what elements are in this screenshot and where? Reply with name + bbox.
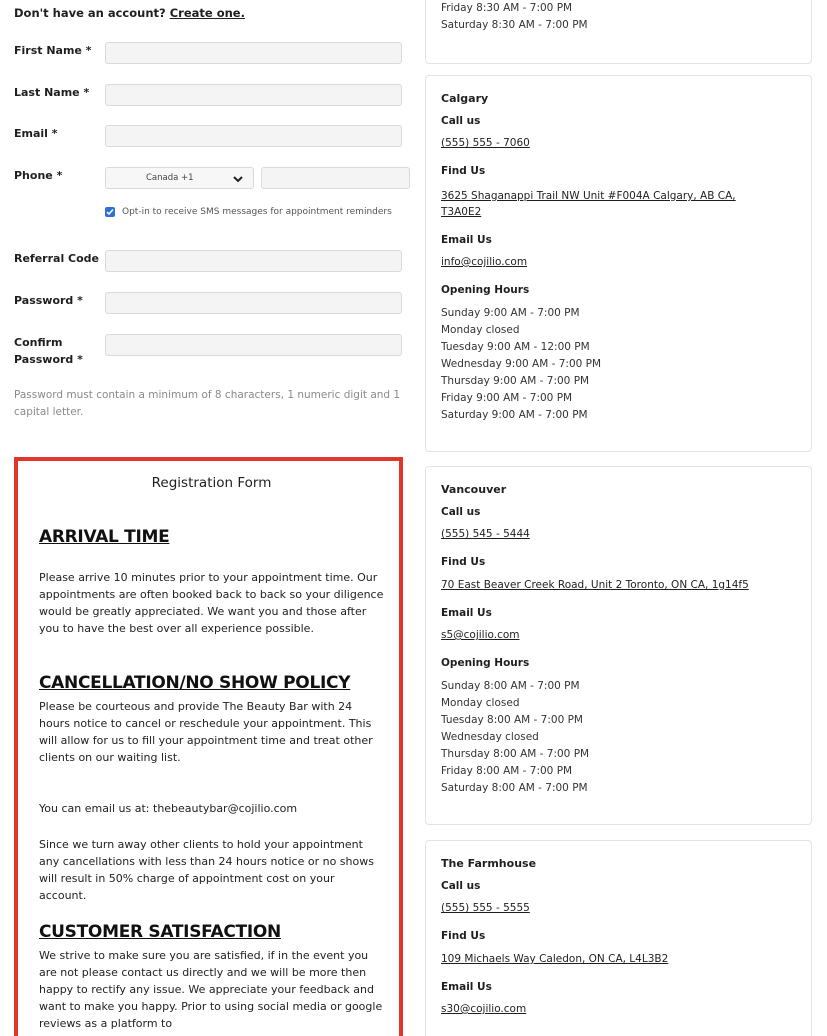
phone-link[interactable]: (555) 555 - 5555: [441, 902, 530, 914]
location-name: The Farmhouse: [441, 857, 537, 870]
hours-row: Tuesday 9:00 AM - 12:00 PM: [441, 341, 590, 353]
hours-row: Tuesday 8:00 AM - 7:00 PM: [441, 714, 583, 726]
opening-hours-list: [441, 0, 588, 34]
location-name: Calgary: [441, 92, 489, 105]
call-us-label: Call us: [441, 880, 481, 892]
location-name: Vancouver: [441, 483, 507, 496]
location-card-farmhouse: [425, 840, 812, 1036]
sms-optin-checkbox[interactable]: [105, 207, 115, 217]
find-us-label: Find Us: [441, 165, 486, 177]
email-link[interactable]: info@cojilio.com: [441, 256, 528, 268]
hours-row: Monday closed: [441, 324, 520, 336]
confirm-label-line1: Confirm: [14, 336, 63, 349]
arrival-text: Please arrive 10 minutes prior to your appointment time. Our appointments are often booked back to back so your diligence would be greatly appreciated. We want you and those after you to have the best over all experience possible.: [39, 571, 384, 635]
referral-label: Referral Code: [14, 252, 100, 265]
find-us-label: Find Us: [441, 930, 486, 942]
first-name-input[interactable]: [105, 42, 402, 64]
phone-link[interactable]: (555) 545 - 5444: [441, 528, 530, 540]
chevron-down-icon: [233, 174, 243, 184]
hours-row: Friday 9:00 AM - 7:00 PM: [441, 392, 573, 404]
password-label: Password *: [14, 294, 83, 307]
hours-row: Sunday 9:00 AM - 7:00 PM: [441, 307, 580, 319]
policy-panel[interactable]: [14, 457, 403, 1036]
create-account-link[interactable]: Create one.: [169, 6, 245, 20]
hours-row: Saturday 9:00 AM - 7:00 PM: [441, 409, 588, 421]
checkmark-icon: [106, 208, 114, 216]
call-us-label: Call us: [441, 506, 481, 518]
email-link[interactable]: s30@cojilio.com: [441, 1003, 527, 1015]
last-name-input[interactable]: [105, 84, 402, 106]
satisfaction-text: We strive to make sure you are satisfied, if in the event you are not please contact us directly and we will be more then happy to rectify any issue. We appreciate your feedback and want to make you happy. Prior to using social media or google reviews as a platform to: [39, 949, 383, 1030]
email-input[interactable]: [105, 125, 402, 147]
cancellation-heading: CANCELLATION/NO SHOW POLICY: [39, 673, 351, 693]
charge-text: Since we turn away other clients to hold your appointment any cancellations with less than 24 hours notice or no shows will result in 50% charge of appointment cost on your account.: [39, 838, 374, 902]
password-input[interactable]: [105, 292, 402, 314]
email-us-label: Email Us: [441, 981, 492, 993]
hours-row: Saturday 8:00 AM - 7:00 PM: [441, 782, 588, 794]
address-link[interactable]: 109 Michaels Way Caledon, ON CA, L4L3B2: [441, 953, 669, 965]
hours-row: Monday closed: [441, 697, 520, 709]
hours-row: Wednesday 9:00 AM - 7:00 PM: [441, 358, 602, 370]
location-card-top: [425, 0, 812, 64]
password-hint: Password must contain a minimum of 8 characters, 1 numeric digit and 1 capital letter.: [14, 389, 401, 418]
opening-hours-label: Opening Hours: [441, 284, 530, 296]
opening-hours-list: [441, 678, 589, 797]
phone-number-input[interactable]: [261, 167, 410, 189]
account-prompt: [14, 6, 245, 20]
email-us-label: Email Us: [441, 234, 492, 246]
satisfaction-heading: CUSTOMER SATISFACTION: [39, 922, 281, 942]
hours-row: Thursday 8:00 AM - 7:00 PM: [441, 748, 590, 760]
account-prompt-text: Don't have an account?: [14, 6, 166, 20]
arrival-heading: ARRIVAL TIME: [39, 527, 170, 547]
email-us-label: Email Us: [441, 607, 492, 619]
sms-optin: [105, 206, 395, 219]
location-card-calgary: [425, 75, 812, 452]
confirm-label-line2: Password *: [14, 353, 83, 366]
hours-row: Sunday 8:00 AM - 7:00 PM: [441, 680, 580, 692]
first-name-label: First Name *: [14, 44, 92, 57]
sms-optin-label: Opt-in to receive SMS messages for appointment reminders: [122, 207, 392, 217]
hours-row: Saturday 8:30 AM - 7:00 PM: [441, 19, 588, 31]
phone-label: Phone *: [14, 169, 63, 182]
hours-row: Wednesday closed: [441, 731, 539, 743]
email-link[interactable]: s5@cojilio.com: [441, 629, 520, 641]
email-label: Email *: [14, 127, 58, 140]
opening-hours-list: [441, 305, 601, 424]
cancellation-text: Please be courteous and provide The Beauty Bar with 24 hours notice to cancel or reschedule your appointment. This will allow for us to fill your appointment time and treat other clients on our waiting list.: [39, 700, 373, 764]
referral-input[interactable]: [105, 250, 402, 272]
confirm-password-label: [14, 334, 102, 368]
hours-row: Thursday 9:00 AM - 7:00 PM: [441, 375, 590, 387]
policy-title: Registration Form: [151, 475, 272, 491]
confirm-password-input[interactable]: [105, 334, 402, 356]
address-link[interactable]: 70 East Beaver Creek Road, Unit 2 Toronto, ON CA, 1g14f5: [441, 579, 749, 591]
email-info-text: You can email us at: thebeautybar@cojilio.com: [39, 802, 298, 815]
phone-country-value: Canada +1: [146, 173, 194, 183]
opening-hours-label: Opening Hours: [441, 657, 530, 669]
hours-row: Friday 8:30 AM - 7:00 PM: [441, 2, 573, 14]
call-us-label: Call us: [441, 115, 481, 127]
last-name-label: Last Name *: [14, 86, 90, 99]
hours-row: Friday 8:00 AM - 7:00 PM: [441, 765, 573, 777]
phone-link[interactable]: (555) 555 - 7060: [441, 137, 530, 149]
phone-country-select[interactable]: [105, 167, 254, 189]
find-us-label: Find Us: [441, 556, 486, 568]
address-link[interactable]: 3625 Shaganappi Trail NW Unit #F004A Calgary, AB CA, T3A0E2: [441, 190, 736, 218]
location-card-vancouver: [425, 466, 812, 825]
